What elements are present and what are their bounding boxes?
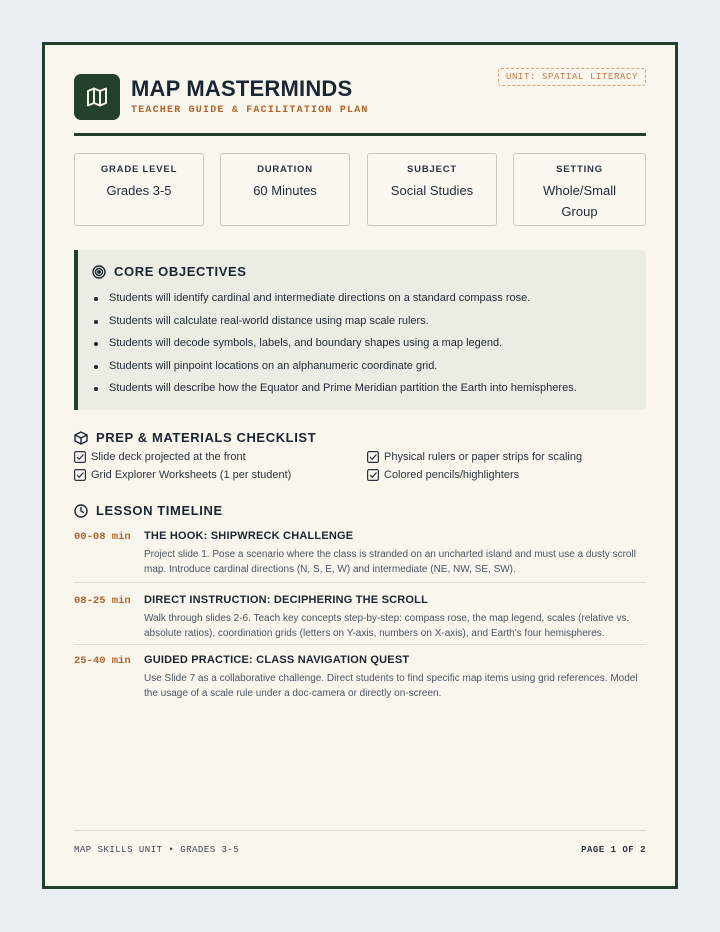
timeline-title: GUIDED PRACTICE: CLASS NAVIGATION QUEST: [144, 654, 410, 666]
box-icon: [74, 431, 88, 445]
checklist-item-label: Slide deck projected at the front: [91, 451, 246, 463]
header-divider: [74, 133, 646, 136]
checklist-item: [74, 451, 246, 463]
checkbox-checked-icon: [367, 451, 379, 463]
prep-heading-label: PREP & MATERIALS CHECKLIST: [96, 430, 317, 445]
timeline-description: Project slide 1. Pose a scenario where the class is stranded on an uncharted island and must use a dusty scroll map. Introduce cardinal directions (N, S, E, W) and intermediate (NE, NW, SE, SW).: [144, 549, 636, 575]
card-label: GRADE LEVEL: [100, 164, 178, 175]
timeline-heading: [74, 503, 223, 518]
objectives-heading-label: CORE OBJECTIVES: [114, 264, 247, 279]
timeline-description: Walk through slides 2-6. Teach key concepts step-by-step: compass rose, the map legend, scales (relative vs. absolute ratios), coordination grids (letters on Y-axis, numbers on X-axis), and Earth's four hemispheres.: [144, 613, 630, 639]
document-subtitle: TEACHER GUIDE & FACILITATION PLAN: [131, 105, 369, 116]
timeline-divider: [74, 582, 646, 583]
card-value: Social Studies: [390, 183, 474, 198]
timeline-title: THE HOOK: SHIPWRECK CHALLENGE: [144, 530, 354, 542]
checklist-item: [74, 469, 291, 481]
objective-item: Students will describe how the Equator and Prime Meridian partition the Earth into hemispheres.: [92, 381, 634, 404]
card-grade-level: [74, 153, 204, 226]
checkbox-checked-icon: [74, 451, 86, 463]
objective-item: Students will identify cardinal and intermediate directions on a standard compass rose.: [92, 291, 634, 314]
timeline-time: 08-25 min: [74, 595, 131, 607]
document-page: [42, 42, 678, 889]
objective-item: Students will decode symbols, labels, and boundary shapes using a map legend.: [92, 336, 634, 359]
card-duration: [220, 153, 350, 226]
prep-heading: [74, 430, 316, 445]
unit-tag: UNIT: SPATIAL LITERACY: [498, 68, 646, 86]
objective-item: Students will pinpoint locations on an alphanumeric coordinate grid.: [92, 359, 634, 382]
map-icon: [74, 74, 120, 120]
checklist-item-label: Grid Explorer Worksheets (1 per student): [91, 469, 292, 481]
timeline-heading-label: LESSON TIMELINE: [96, 503, 223, 518]
card-setting: [513, 153, 646, 226]
card-label: SUBJECT: [407, 164, 457, 175]
card-value: Grades 3-5: [106, 183, 172, 198]
card-subject: [367, 153, 497, 226]
checklist-item: [367, 451, 582, 463]
timeline-time: 25-40 min: [74, 655, 131, 667]
page-number: PAGE 1 OF 2: [581, 845, 646, 855]
footer-unit-label: MAP SKILLS UNIT • GRADES 3-5: [74, 845, 240, 855]
card-label: SETTING: [556, 164, 603, 175]
objective-item: Students will calculate real-world distance using map scale rulers.: [92, 314, 634, 337]
checklist-item-label: Colored pencils/highlighters: [384, 469, 520, 481]
timeline-divider: [74, 644, 646, 645]
checklist-item: [367, 469, 519, 481]
target-icon: [92, 265, 106, 279]
info-cards: [74, 153, 646, 229]
objectives-heading: [92, 264, 247, 279]
checkbox-checked-icon: [74, 469, 86, 481]
timeline-description: Use Slide 7 as a collaborative challenge. Direct students to find specific map items using grid references. Model the usage of a scale rule under a doc-camera or directly on-screen.: [144, 673, 638, 699]
checklist-item-label: Physical rulers or paper strips for scaling: [384, 451, 583, 463]
footer-divider: [74, 830, 646, 831]
timeline-time: 00-08 min: [74, 531, 131, 543]
card-value: 60 Minutes: [253, 183, 317, 198]
checkbox-checked-icon: [367, 469, 379, 481]
page-content: [74, 45, 646, 886]
card-value: Whole/Small Group: [543, 183, 616, 219]
objectives-list: [92, 291, 634, 404]
core-objectives-panel: [74, 250, 646, 410]
timeline-title: DIRECT INSTRUCTION: DECIPHERING THE SCROLL: [144, 594, 429, 606]
clock-icon: [74, 504, 88, 518]
document-title: MAP MASTERMINDS: [131, 76, 353, 101]
card-label: DURATION: [257, 164, 313, 175]
